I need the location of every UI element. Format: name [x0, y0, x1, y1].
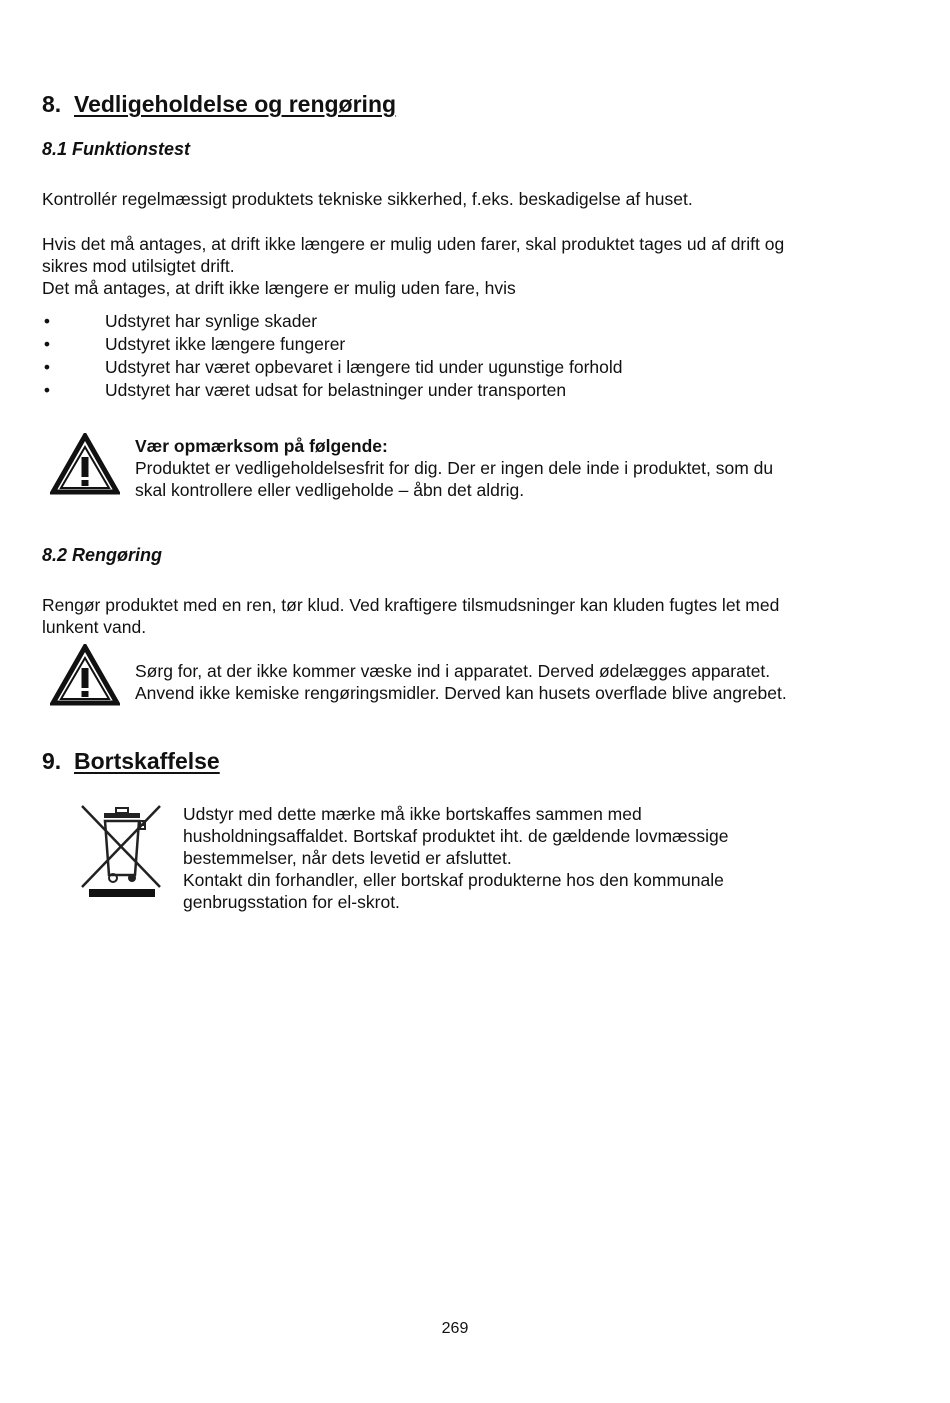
maintenance-warning-line-1: Produktet er vedligeholdelsesfrit for dig. Der er ingen dele inde i produktet, som du [135, 458, 774, 478]
disposal-line-1: Udstyr med dette mærke må ikke bortskaffes sammen med [183, 804, 642, 824]
functiontest-paragraph-2-line-2: sikres mod utilsigtet drift. [42, 256, 235, 276]
list-item-text: Udstyret ikke længere fungerer [105, 334, 346, 354]
cleaning-paragraph-line-2: lunkent vand. [42, 617, 147, 637]
list-item [42, 379, 623, 402]
crossed-out-wheelie-bin-icon [80, 803, 162, 899]
maintenance-warning [135, 435, 865, 501]
bullet-marker: • [43, 311, 51, 331]
maintenance-warning-line-2: skal kontrollere eller vedligeholde – åbn det aldrig. [135, 480, 525, 500]
subsection-8-2-title: 8.2 Rengøring [42, 545, 163, 565]
list-item-text: Udstyret har synlige skader [105, 311, 318, 331]
disposal-line-5: genbrugsstation for el-skrot. [183, 892, 400, 912]
list-item [42, 333, 623, 356]
disposal-line-3: bestemmelser, når dets levetid er afsluttet. [183, 848, 512, 868]
disposal-paragraph [183, 803, 883, 913]
disposal-line-4: Kontakt din forhandler, eller bortskaf produkterne hos den kommunale [183, 870, 724, 890]
warning-triangle-icon [50, 644, 120, 706]
subsection-8-1-title: 8.1 Funktionstest [42, 139, 191, 159]
damage-conditions-list [42, 310, 623, 402]
list-item-text: Udstyret har været opbevaret i længere tid under ugunstige forhold [105, 357, 623, 377]
cleaning-paragraph-line-1: Rengør produktet med en ren, tør klud. Ved kraftigere tilsmudsninger kan kluden fugtes let med [42, 595, 780, 615]
section-9-heading [42, 747, 220, 775]
cleaning-warning-line-1: Sørg for, at der ikke kommer væske ind i apparatet. Derved ødelægges apparatet. [135, 661, 771, 681]
bullet-marker: • [43, 357, 51, 377]
section-9-title: Bortskaffelse [74, 748, 220, 774]
list-item [42, 310, 623, 333]
page-number: 269 [441, 1320, 469, 1337]
bullet-marker: • [43, 334, 51, 354]
maintenance-warning-heading: Vær opmærksom på følgende: [135, 436, 388, 456]
functiontest-paragraph-1: Kontrollér regelmæssigt produktets tekniske sikkerhed, f.eks. beskadigelse af huset. [42, 189, 693, 209]
functiontest-paragraph-2 [42, 233, 872, 299]
cleaning-paragraph [42, 594, 872, 638]
section-8-heading [42, 90, 396, 118]
section-9-number: 9. [42, 748, 62, 774]
list-item-text: Udstyret har været udsat for belastninger under transporten [105, 380, 567, 400]
bullet-marker: • [43, 380, 51, 400]
functiontest-paragraph-2-line-1: Hvis det må antages, at drift ikke længere er mulig uden farer, skal produktet tages ud af drift og [42, 234, 785, 254]
section-8-number: 8. [42, 91, 62, 117]
section-8-title: Vedligeholdelse og rengøring [74, 91, 397, 117]
cleaning-warning-line-2: Anvend ikke kemiske rengøringsmidler. Derved kan husets overflade blive angrebet. [135, 683, 787, 703]
disposal-line-2: husholdningsaffaldet. Bortskaf produktet iht. de gældende lovmæssige [183, 826, 729, 846]
functiontest-paragraph-2-line-3: Det må antages, at drift ikke længere er mulig uden fare, hvis [42, 278, 516, 298]
warning-triangle-icon [50, 433, 120, 495]
list-item [42, 356, 623, 379]
cleaning-warning [135, 660, 865, 704]
